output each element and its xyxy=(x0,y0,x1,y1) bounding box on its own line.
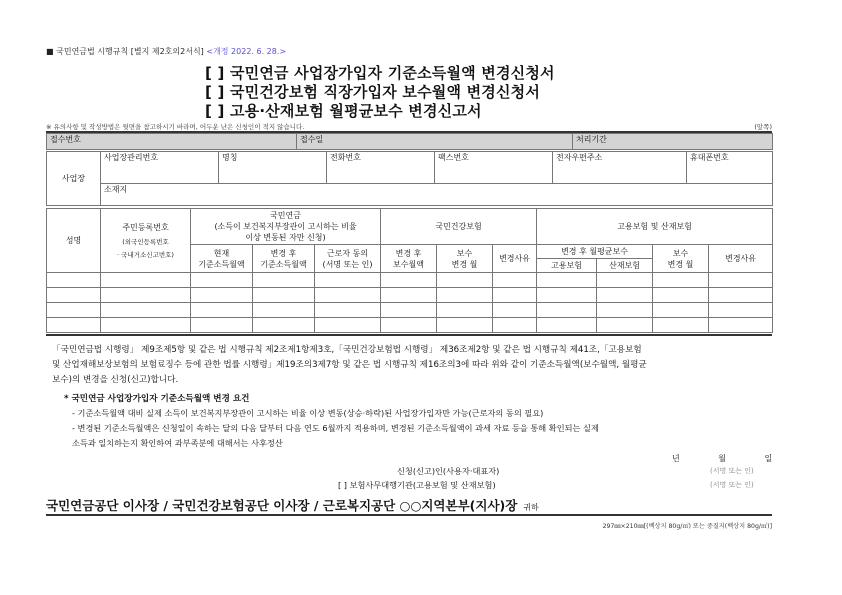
law-reference: 국민연금법 시행규칙 [별지 제2호의2서식] xyxy=(56,47,204,56)
col-health-insurance: 국민건강보험 xyxy=(381,209,537,245)
legal-paragraph-line-3: 보수)의 변경을 신청(신고)합니다. xyxy=(52,375,179,385)
col-national-pension xyxy=(191,209,381,245)
col-np-consent xyxy=(315,245,381,273)
ei-wage-1: 보수 xyxy=(672,248,689,258)
workplace-phone-field[interactable]: 전화번호 xyxy=(327,152,435,184)
requirement-line-3: 소득과 일치하는지 확인하여 과부족분에 대해서는 사후정산 xyxy=(72,438,283,448)
paper-spec-footer: 297㎜×210㎜[(백상지 80g/㎡) 또는 중질지(백상지 80g/㎡)] xyxy=(602,523,772,530)
receipt-table xyxy=(46,133,773,150)
workplace-label: 사업장 xyxy=(47,152,101,206)
col-hi-reason: 변경사유 xyxy=(493,245,537,273)
np-after-2: 기준소득월액 xyxy=(260,259,307,269)
member-table xyxy=(46,208,773,333)
requirement-line-2: - 변경된 기준소득월액은 신청일이 속하는 달의 다음 달부터 다음 연도 6월까지 적용하며, 변경된 기준소득월액이 과세 자료 등을 통해 확인되는 실제 xyxy=(72,423,599,433)
workplace-fax-field[interactable]: 팩스번호 xyxy=(435,152,553,184)
col-ei-wage-month xyxy=(653,245,709,273)
receipt-date-field: 접수일 xyxy=(297,134,573,150)
note-text: ※ 유의사항 및 작성방법은 뒷면을 참고하시기 바라며, 어두운 난은 신청인이 적지 않습니다. xyxy=(46,123,305,131)
requirement-line-1: - 기준소득월액 대비 실제 소득이 보건복지부장관이 고시하는 비율 이상 변동(상승·하락)된 사업장가입자만 가능(근로자의 동의 필요) xyxy=(72,408,544,418)
receipt-number-field: 접수번호 xyxy=(47,134,297,150)
np-current-2: 기준소득월액 xyxy=(198,259,245,269)
table-bottom-divider xyxy=(46,334,772,336)
signature-date[interactable]: 년 월 일 xyxy=(672,454,791,463)
form-header xyxy=(46,46,286,57)
workplace-mgmt-no-field[interactable]: 사업장관리번호 xyxy=(101,152,219,184)
col-employment-insurance: 고용보험 및 산재보험 xyxy=(537,209,773,245)
workplace-table xyxy=(46,151,773,206)
np-after-1: 변경 후 xyxy=(270,248,297,258)
applicant-signature-hint[interactable]: (서명 또는 인) xyxy=(710,467,754,475)
col-np-current xyxy=(191,245,253,273)
requirements-title: * 국민연금 사업장가입자 기준소득월액 변경 요건 xyxy=(64,394,250,404)
col-rrn-sub1: (외국인등록번호 xyxy=(122,238,169,246)
processing-period-field: 처리기간 xyxy=(573,134,773,150)
col-ei-industrial: 산재보험 xyxy=(597,259,653,273)
col-ei-reason: 변경사유 xyxy=(709,245,773,273)
workplace-name-field[interactable]: 명칭 xyxy=(219,152,327,184)
col-ei-avg: 변경 후 월평균보수 xyxy=(537,245,653,259)
table-row[interactable] xyxy=(47,318,773,333)
title-national-pension: [ ] 국민연금 사업장가입자 기준소득월액 변경신청서 xyxy=(205,64,555,82)
agency-label: [ ] 보험사무대행기관(고용보험 및 산재보험) xyxy=(338,480,496,490)
table-row[interactable] xyxy=(47,288,773,303)
title-health-insurance: [ ] 국민건강보험 직장가입자 보수월액 변경신청서 xyxy=(205,83,541,101)
hi-after-2: 보수월액 xyxy=(393,259,424,269)
col-rrn-label: 주민등록번호 xyxy=(122,223,169,232)
legal-paragraph-line-1: 「국민연금법 시행령」 제9조제5항 및 같은 법 시행규칙 제2조제1항제3호,「국민건강보험법 시행령」 제36조제2항 및 같은 법 시행규칙 제41조,「고용보험 xyxy=(52,345,642,355)
revision-date: <개정 2022. 6. 28.> xyxy=(206,47,287,56)
workplace-address-field[interactable]: 소재지 xyxy=(101,184,773,206)
agency-signature-hint[interactable]: (서명 또는 인) xyxy=(710,481,754,489)
legal-paragraph-line-2: 및 산업재해보상보험의 보험료징수 등에 관한 법률 시행령」제19조의3제7항 및 같은 법 시행규칙 제16조의3에 따라 위와 같이 기준소득월액(보수월액, 월평균 xyxy=(52,360,647,370)
addressee-text: 국민연금공단 이사장 / 국민건강보험공단 이사장 / 근로복지공단 ○○지역본부(지사)장 xyxy=(46,498,518,513)
col-np-after xyxy=(253,245,315,273)
title-employment-insurance: [ ] 고용·산재보험 월평균보수 변경신고서 xyxy=(205,102,482,120)
np-consent-1: 근로자 동의 xyxy=(326,248,369,258)
col-ei-employment: 고용보험 xyxy=(537,259,597,273)
hi-wage-2: 변경 월 xyxy=(451,259,478,269)
addressee-suffix: 귀하 xyxy=(523,503,539,512)
hi-wage-1: 보수 xyxy=(456,248,473,258)
col-rrn-sub2: · 국내거소신고번호) xyxy=(117,251,174,259)
table-row[interactable] xyxy=(47,303,773,318)
np-title: 국민연금 xyxy=(270,211,301,220)
np-current-1: 현재 xyxy=(213,248,230,258)
addressee xyxy=(46,496,539,514)
workplace-email-field[interactable]: 전자우편주소 xyxy=(553,152,687,184)
applicant-label: 신청(신고)인(사용자·대표자) xyxy=(397,466,500,476)
front-side-label: (앞쪽) xyxy=(754,123,772,131)
col-hi-wage-month xyxy=(437,245,493,273)
ei-wage-2: 변경 월 xyxy=(667,259,694,269)
col-name: 성명 xyxy=(47,209,101,273)
np-consent-2: (서명 또는 인) xyxy=(322,259,373,269)
col-hi-after xyxy=(381,245,437,273)
table-row[interactable] xyxy=(47,273,773,288)
np-sub1: (소득이 보건복지부장관이 고시하는 비율 xyxy=(214,222,357,231)
workplace-mobile-field[interactable]: 휴대폰번호 xyxy=(687,152,773,184)
bullet-icon: ■ xyxy=(46,47,54,56)
instructions-note xyxy=(46,122,772,131)
hi-after-1: 변경 후 xyxy=(395,248,422,258)
np-sub2: 이상 변동된 자만 신청) xyxy=(245,233,326,242)
bottom-divider xyxy=(46,514,772,516)
col-rrn xyxy=(101,209,191,273)
